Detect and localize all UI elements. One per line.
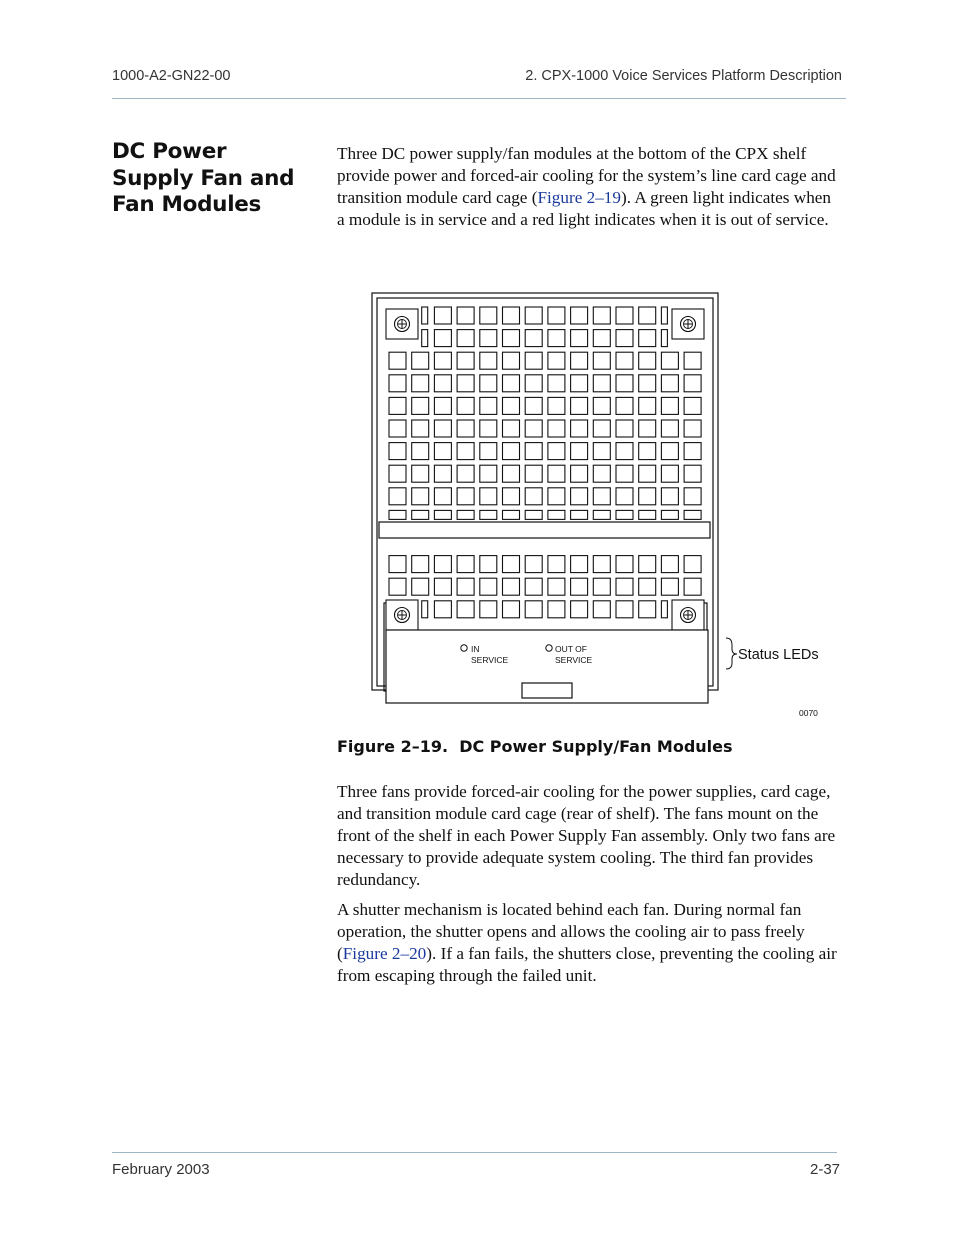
grille-slot: [503, 488, 520, 505]
figure-caption: [337, 737, 733, 756]
grille-slot: [480, 420, 497, 437]
grille-slot: [525, 330, 542, 347]
grille-slot: [639, 397, 656, 414]
shutter-text-a: A shutter mechanism is located behind each fan. During normal fan operation, the shutter opens and allows the cooling air to pass freely (: [337, 900, 805, 963]
out-of-service-label-2: SERVICE: [555, 655, 593, 665]
grille-slot: [593, 601, 610, 618]
bottom-tab: [522, 683, 572, 698]
grille-slot: [457, 601, 474, 618]
grille-slot: [684, 420, 701, 437]
grille-slot: [434, 352, 451, 369]
grille-slot: [525, 443, 542, 460]
grille-slot: [503, 307, 520, 324]
footer-rule: [112, 1152, 837, 1153]
grille-slot: [412, 352, 429, 369]
grille-slot: [503, 510, 520, 519]
intro-paragraph: [337, 143, 842, 231]
grille-slot: [548, 330, 565, 347]
grille-slot: [684, 556, 701, 573]
grille-slot: [525, 488, 542, 505]
grille-slot: [525, 510, 542, 519]
grille-slot: [661, 443, 678, 460]
grille-slot: [480, 578, 497, 595]
grille-slot: [593, 375, 610, 392]
grille-slot: [661, 375, 678, 392]
grille-slot: [548, 556, 565, 573]
grille-slot: [616, 578, 633, 595]
grille-slot: [503, 578, 520, 595]
grille-slot: [457, 578, 474, 595]
grille-slot: [616, 307, 633, 324]
grille-slot: [661, 307, 667, 324]
grille-slot: [661, 601, 667, 618]
grille-slot: [434, 375, 451, 392]
grille-slot: [457, 330, 474, 347]
grille-slot: [661, 488, 678, 505]
grille-slot: [389, 556, 406, 573]
grille-slot: [571, 488, 588, 505]
grille-slot: [480, 488, 497, 505]
grille-slot: [412, 443, 429, 460]
grille-slot: [571, 352, 588, 369]
grille-slot: [548, 465, 565, 482]
grille-slot: [684, 510, 701, 519]
grille-slot: [434, 330, 451, 347]
grille-slot: [389, 375, 406, 392]
grille-slot: [661, 420, 678, 437]
grille-slot: [525, 375, 542, 392]
grille-slot: [389, 443, 406, 460]
grille-slot: [616, 352, 633, 369]
grille-slot: [434, 420, 451, 437]
grille-slot: [412, 465, 429, 482]
grille-slot: [639, 556, 656, 573]
grille-slot: [457, 375, 474, 392]
grille-slot: [593, 330, 610, 347]
grille-slot: [639, 375, 656, 392]
grille-slot: [661, 465, 678, 482]
grille-slot: [412, 397, 429, 414]
grille-slot: [457, 510, 474, 519]
grille-slot: [571, 556, 588, 573]
grille-slot: [389, 488, 406, 505]
header-doc-number: 1000-A2-GN22-00: [112, 68, 231, 84]
grille-slot: [434, 601, 451, 618]
grille-slot: [639, 307, 656, 324]
header-chapter-title: 2. CPX-1000 Voice Services Platform Description: [525, 68, 842, 84]
grille-slot: [457, 556, 474, 573]
center-bar: [379, 522, 710, 538]
grille-slot: [571, 330, 588, 347]
grille-slot: [480, 601, 497, 618]
grille-slot: [593, 488, 610, 505]
fan-grille: [389, 307, 701, 618]
grille-slot: [525, 307, 542, 324]
grille-slot: [457, 465, 474, 482]
grille-slot: [548, 443, 565, 460]
grille-slot: [434, 578, 451, 595]
grille-slot: [503, 352, 520, 369]
grille-slot: [525, 465, 542, 482]
grille-slot: [548, 488, 565, 505]
grille-slot: [593, 443, 610, 460]
grille-slot: [525, 578, 542, 595]
grille-slot: [571, 578, 588, 595]
grille-slot: [639, 488, 656, 505]
grille-slot: [684, 443, 701, 460]
intro-text-a: Three DC power supply/fan modules at the bottom of the CPX shelf provide power and forced-air cooling for the system’s line card cage and transition module card cage (: [337, 144, 836, 207]
grille-slot: [616, 465, 633, 482]
grille-slot: [661, 578, 678, 595]
grille-slot: [571, 420, 588, 437]
out-of-service-led: [546, 645, 552, 651]
status-leds-brace: [726, 638, 737, 669]
grille-slot: [422, 307, 428, 324]
grille-slot: [457, 420, 474, 437]
grille-slot: [616, 443, 633, 460]
grille-slot: [684, 465, 701, 482]
grille-slot: [434, 443, 451, 460]
grille-slot: [503, 375, 520, 392]
grille-slot: [639, 465, 656, 482]
grille-slot: [661, 510, 678, 519]
grille-slot: [661, 397, 678, 414]
grille-slot: [457, 307, 474, 324]
grille-slot: [639, 420, 656, 437]
grille-slot: [480, 307, 497, 324]
grille-slot: [457, 488, 474, 505]
grille-slot: [548, 601, 565, 618]
grille-slot: [503, 330, 520, 347]
grille-slot: [593, 556, 610, 573]
grille-slot: [616, 510, 633, 519]
grille-slot: [593, 578, 610, 595]
screw-mid-left: [386, 600, 418, 630]
grille-slot: [412, 420, 429, 437]
grille-slot: [639, 352, 656, 369]
grille-slot: [503, 601, 520, 618]
grille-slot: [480, 397, 497, 414]
grille-slot: [480, 375, 497, 392]
grille-slot: [639, 578, 656, 595]
grille-slot: [548, 307, 565, 324]
grille-slot: [616, 420, 633, 437]
grille-slot: [593, 465, 610, 482]
grille-slot: [616, 601, 633, 618]
grille-slot: [639, 601, 656, 618]
grille-slot: [548, 352, 565, 369]
caption-title: DC Power Supply/Fan Modules: [459, 737, 733, 756]
grille-slot: [548, 375, 565, 392]
grille-slot: [639, 330, 656, 347]
grille-slot: [434, 397, 451, 414]
grille-slot: [503, 465, 520, 482]
grille-slot: [616, 397, 633, 414]
section-heading: DC Power Supply Fan and Fan Modules: [112, 139, 295, 217]
grille-slot: [661, 556, 678, 573]
grille-slot: [412, 556, 429, 573]
shutter-text-b: ). If a fan fails, the shutters close, preventing the cooling air from escaping through the failed unit.: [337, 944, 837, 985]
grille-slot: [389, 397, 406, 414]
grille-slot: [480, 330, 497, 347]
grille-slot: [480, 465, 497, 482]
in-service-led: [461, 645, 467, 651]
grille-slot: [571, 443, 588, 460]
grille-slot: [480, 556, 497, 573]
grille-slot: [503, 397, 520, 414]
figure-2-19-link[interactable]: Figure 2–19: [537, 188, 621, 207]
grille-slot: [434, 510, 451, 519]
grille-slot: [684, 397, 701, 414]
header-rule: [112, 98, 846, 99]
grille-slot: [389, 510, 406, 519]
screw-top-left: [386, 309, 418, 339]
grille-slot: [661, 352, 678, 369]
caption-number: Figure 2–19.: [337, 737, 449, 756]
grille-slot: [434, 556, 451, 573]
intro-text-b: ). A green light indicates when a module is in service and a red light indicates when it is out of service.: [337, 188, 832, 229]
grille-slot: [457, 352, 474, 369]
grille-slot: [571, 510, 588, 519]
footer-page-number: 2-37: [810, 1161, 841, 1178]
in-service-label-1: IN: [471, 644, 480, 654]
grille-slot: [616, 375, 633, 392]
status-leds-callout: Status LEDs: [738, 647, 819, 663]
grille-slot: [593, 420, 610, 437]
grille-slot: [639, 510, 656, 519]
grille-slot: [639, 443, 656, 460]
grille-slot: [593, 352, 610, 369]
grille-slot: [684, 488, 701, 505]
grille-slot: [525, 397, 542, 414]
grille-slot: [593, 397, 610, 414]
grille-slot: [525, 601, 542, 618]
grille-slot: [571, 465, 588, 482]
grille-slot: [412, 578, 429, 595]
screw-mid-right: [672, 600, 704, 630]
grille-slot: [422, 601, 428, 618]
grille-slot: [684, 375, 701, 392]
grille-slot: [422, 330, 428, 347]
grille-slot: [548, 397, 565, 414]
grille-slot: [616, 330, 633, 347]
grille-slot: [571, 375, 588, 392]
grille-slot: [661, 330, 667, 347]
grille-slot: [548, 420, 565, 437]
figure-id: 0070: [799, 708, 818, 718]
grille-slot: [457, 397, 474, 414]
grille-slot: [480, 352, 497, 369]
grille-slot: [434, 488, 451, 505]
grille-slot: [480, 443, 497, 460]
shutter-paragraph: [337, 899, 842, 987]
grille-slot: [412, 510, 429, 519]
grille-slot: [616, 556, 633, 573]
grille-slot: [457, 443, 474, 460]
grille-slot: [571, 307, 588, 324]
footer-date: February 2003: [112, 1161, 210, 1178]
grille-slot: [548, 510, 565, 519]
grille-slot: [525, 420, 542, 437]
fan-module-figure: [360, 285, 840, 725]
grille-slot: [412, 375, 429, 392]
grille-slot: [684, 352, 701, 369]
out-of-service-label-1: OUT OF: [555, 644, 587, 654]
grille-slot: [548, 578, 565, 595]
fans-text: Three fans provide forced-air cooling for the power supplies, card cage, and transition module card cage (rear of shelf). The fans mount on the front of the shelf in each Power Supply Fan assembly. Only two fans are necessary to provide adequate system cooling. The third fan provides redundancy.: [337, 782, 836, 889]
grille-slot: [434, 465, 451, 482]
in-service-label-2: SERVICE: [471, 655, 509, 665]
grille-slot: [480, 510, 497, 519]
grille-slot: [503, 443, 520, 460]
grille-slot: [525, 352, 542, 369]
screw-top-right: [672, 309, 704, 339]
grille-slot: [593, 510, 610, 519]
grille-slot: [571, 397, 588, 414]
grille-slot: [503, 420, 520, 437]
grille-slot: [412, 488, 429, 505]
grille-slot: [434, 307, 451, 324]
grille-slot: [525, 556, 542, 573]
grille-slot: [503, 556, 520, 573]
grille-slot: [616, 488, 633, 505]
fans-paragraph: [337, 781, 842, 891]
grille-slot: [389, 420, 406, 437]
grille-slot: [389, 578, 406, 595]
grille-slot: [389, 465, 406, 482]
figure-2-20-link[interactable]: Figure 2–20: [342, 944, 427, 963]
grille-slot: [389, 352, 406, 369]
grille-slot: [593, 307, 610, 324]
grille-slot: [571, 601, 588, 618]
grille-slot: [684, 578, 701, 595]
